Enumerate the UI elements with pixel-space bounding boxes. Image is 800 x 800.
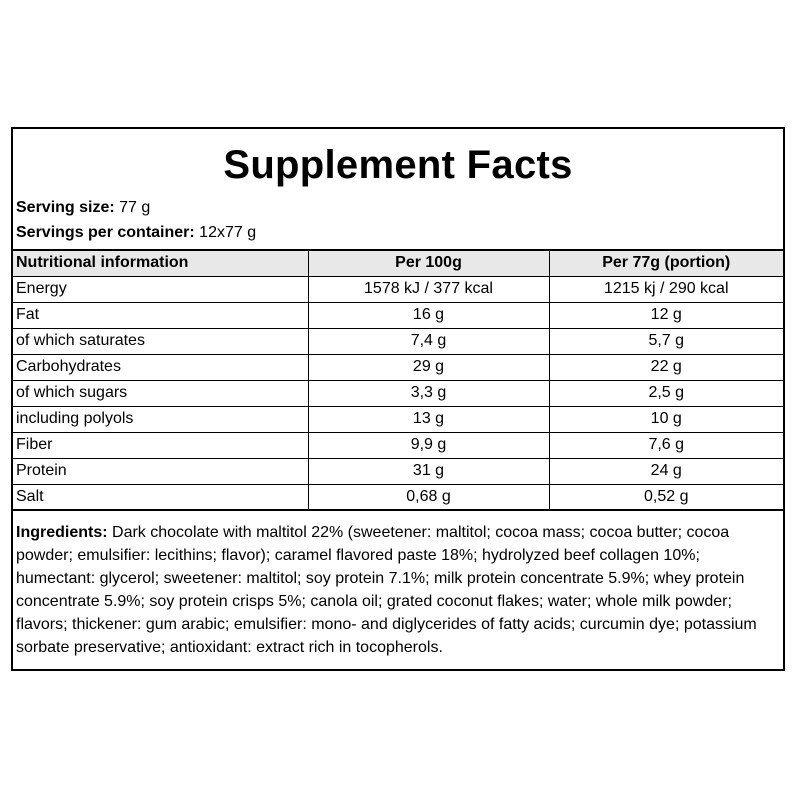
nutrient-name: Carbohydrates: [13, 354, 308, 380]
servings-per-container: [16, 223, 256, 243]
servings-per-container-value: 12x77 g: [199, 224, 257, 241]
per-portion-value: 22 g: [549, 354, 783, 380]
per-100g-value: 13 g: [308, 406, 549, 432]
per-100g-value: 7,4 g: [308, 328, 549, 354]
per-100g-value: 9,9 g: [308, 432, 549, 458]
serving-size-label: Serving size:: [16, 199, 115, 216]
table-row: [13, 406, 783, 432]
ingredients-label: Ingredients:: [16, 524, 108, 541]
nutrient-name: including polyols: [13, 406, 308, 432]
per-portion-value: 0,52 g: [549, 484, 783, 510]
per-portion-value: 1215 kj / 290 kcal: [549, 276, 783, 302]
per-portion-value: 12 g: [549, 302, 783, 328]
serving-size: [16, 198, 150, 218]
serving-size-value: 77 g: [119, 199, 151, 216]
table-row: [13, 484, 783, 510]
table-row: [13, 354, 783, 380]
ingredients-block: [16, 521, 780, 659]
nutrient-name: Protein: [13, 458, 308, 484]
per-100g-value: 29 g: [308, 354, 549, 380]
per-100g-value: 31 g: [308, 458, 549, 484]
table-row: [13, 302, 783, 328]
nutrient-name: Fiber: [13, 432, 308, 458]
servings-per-container-label: Servings per container:: [16, 224, 195, 241]
per-portion-value: 2,5 g: [549, 380, 783, 406]
per-100g-value: 16 g: [308, 302, 549, 328]
table-row: [13, 432, 783, 458]
nutrient-name: Energy: [13, 276, 308, 302]
column-header-per-portion: Per 77g (portion): [549, 250, 783, 276]
per-100g-value: 0,68 g: [308, 484, 549, 510]
per-portion-value: 10 g: [549, 406, 783, 432]
per-portion-value: 5,7 g: [549, 328, 783, 354]
per-100g-value: 3,3 g: [308, 380, 549, 406]
column-header-per-100g: Per 100g: [308, 250, 549, 276]
nutrient-name: of which saturates: [13, 328, 308, 354]
table-row: [13, 380, 783, 406]
per-portion-value: 24 g: [549, 458, 783, 484]
table-header-row: [13, 250, 783, 276]
per-100g-value: 1578 kJ / 377 kcal: [308, 276, 549, 302]
label-title: Supplement Facts: [223, 143, 573, 187]
ingredients-text: Dark chocolate with maltitol 22% (sweetener: maltitol; cocoa mass; cocoa butter; cocoa powder; emulsifier: lecithins; flavor); caramel flavored paste 18%; hydrolyzed beef collagen 10%; humectant: glycerol; sweetener: maltitol; soy protein 7.1%; milk protein concentrate 5.9%; whey protein concentrate 5.9%; soy protein crisps 5%; canola oil; grated coconut flakes; water; whole milk powder; flavors; thickener: gum arabic; emulsifier: mono- and diglycerides of fatty acids; curcumin dye; potassium sorbate preservative; antioxidant: extract rich in tocopherols.: [16, 524, 757, 656]
table-row: [13, 276, 783, 302]
table-row: [13, 458, 783, 484]
column-header-nutrient: Nutritional information: [13, 250, 308, 276]
nutrient-name: of which sugars: [13, 380, 308, 406]
supplement-facts-label: [11, 127, 785, 671]
table-row: [13, 328, 783, 354]
nutrient-name: Salt: [13, 484, 308, 510]
nutrition-table: [13, 249, 783, 511]
nutrient-name: Fat: [13, 302, 308, 328]
per-portion-value: 7,6 g: [549, 432, 783, 458]
